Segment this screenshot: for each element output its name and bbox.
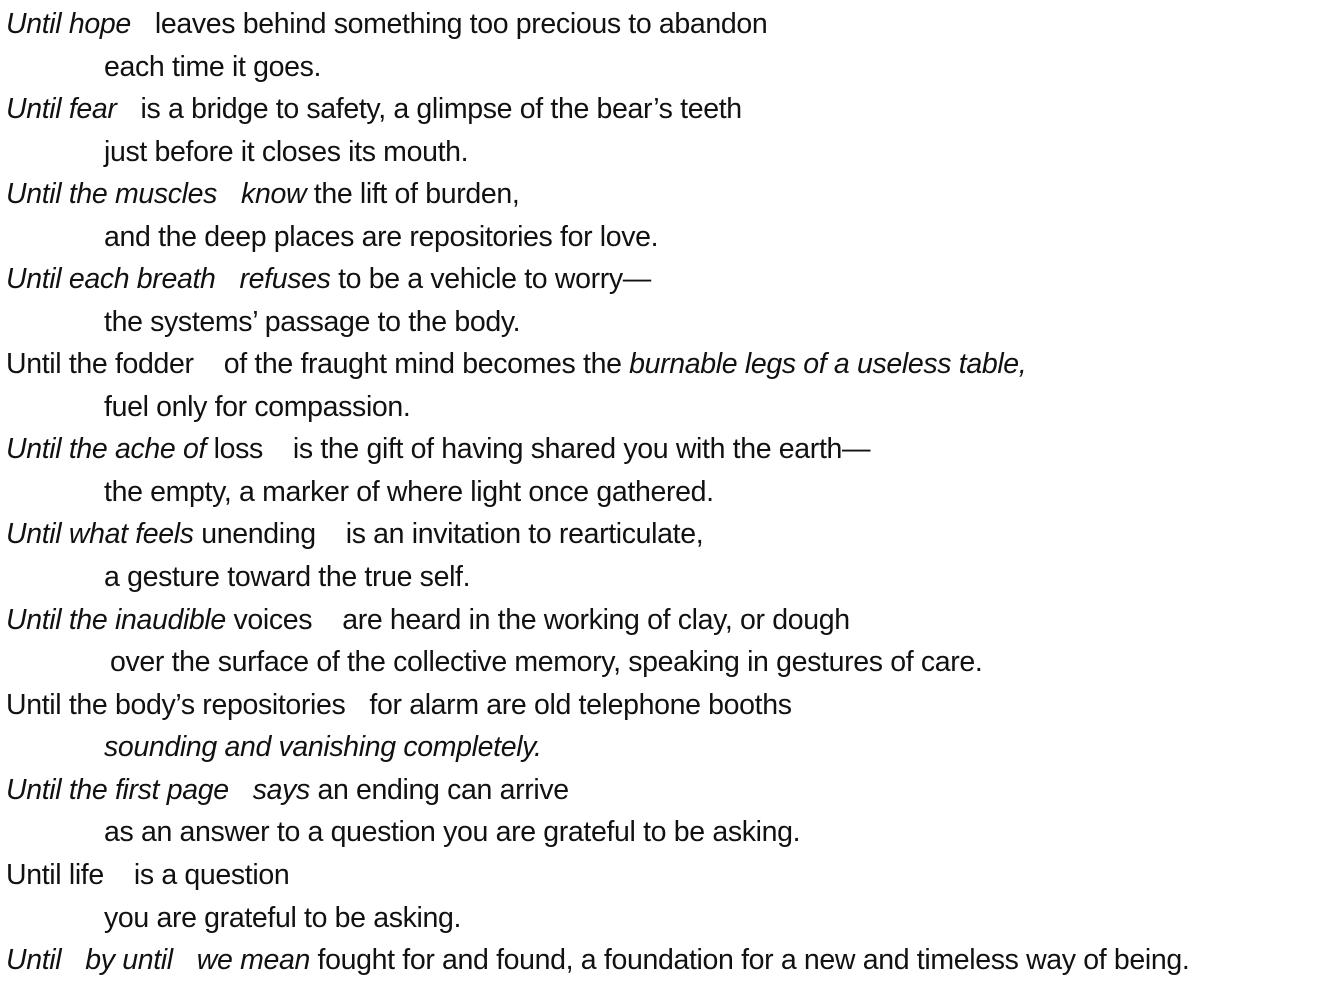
line-phrase: for alarm are old telephone booths: [369, 689, 792, 721]
poem-line: [6, 262, 651, 296]
poem-line: [6, 347, 1026, 381]
poem-line: [6, 177, 519, 211]
line-phrase: loss: [206, 433, 263, 465]
line-phrase: the systems’ passage to the body.: [104, 306, 521, 338]
poem-line: [104, 560, 470, 594]
line-phrase: Until the ache of: [6, 433, 207, 465]
poem-line: [104, 50, 321, 84]
line-phrase: the empty, a marker of where light once gathered.: [104, 476, 714, 508]
line-phrase: of the fraught mind becomes the: [223, 348, 630, 380]
line-phrase: Until life: [6, 859, 104, 891]
line-phrase: a gesture toward the true self.: [104, 561, 471, 593]
line-phrase: each time it goes.: [104, 51, 322, 83]
line-phrase: Until the fodder: [6, 348, 194, 380]
poem-line: [104, 305, 520, 339]
line-phrase: know: [241, 178, 307, 210]
line-phrase: is the gift of having shared you with the earth—: [292, 433, 871, 465]
line-phrase: are heard in the working of clay, or dough: [342, 604, 850, 636]
line-phrase: as an answer to a question you are grateful to be asking.: [104, 816, 801, 848]
line-phrase: just before it closes its mouth.: [104, 136, 469, 168]
poem-line: [6, 943, 1189, 977]
poem-line: [6, 603, 850, 637]
line-phrase: over the surface of the collective memory, speaking in gestures of care.: [110, 646, 983, 678]
line-phrase: Until the inaudible: [6, 604, 226, 636]
poem-line: [6, 773, 569, 807]
line-phrase: refuses: [239, 263, 331, 295]
line-phrase: is a bridge to safety, a glimpse of the bear’s teeth: [140, 93, 742, 125]
line-phrase: to be a vehicle to worry—: [330, 263, 651, 295]
line-phrase: sounding and vanishing completely.: [104, 731, 542, 763]
line-phrase: and the deep places are repositories for love.: [104, 221, 659, 253]
line-phrase: Until fear: [6, 93, 117, 125]
line-phrase: an ending can arrive: [309, 774, 569, 806]
line-phrase: is an invitation to rearticulate,: [345, 518, 704, 550]
line-phrase: fought for and found, a foundation for a new and timeless way of being.: [309, 944, 1190, 976]
poem-line: [6, 7, 767, 41]
poem-line: [104, 475, 714, 509]
poem-line: [104, 135, 468, 169]
poem-line: [104, 730, 542, 764]
line-phrase: voices: [225, 604, 313, 636]
line-phrase: burnable legs of a useless table,: [629, 348, 1027, 380]
poem-line: [6, 432, 870, 466]
line-phrase: we mean: [196, 944, 310, 976]
line-phrase: unending: [193, 518, 316, 550]
poem-line: [104, 901, 461, 935]
poem-line: [6, 517, 703, 551]
line-phrase: leaves behind something too precious to abandon: [154, 8, 768, 40]
poem-line: [104, 815, 800, 849]
line-phrase: is a question: [133, 859, 290, 891]
line-phrase: says: [252, 774, 310, 806]
line-phrase: fuel only for compassion.: [104, 391, 411, 423]
line-phrase: you are grateful to be asking.: [104, 902, 462, 934]
poem-line: [104, 220, 658, 254]
line-phrase: the lift of burden,: [306, 178, 520, 210]
line-phrase: Until the muscles: [6, 178, 218, 210]
line-phrase: Until the body’s repositories: [6, 689, 346, 721]
line-phrase: Until: [6, 944, 62, 976]
line-phrase: Until the first page: [6, 774, 229, 806]
line-phrase: Until what feels: [6, 518, 194, 550]
line-phrase: by until: [85, 944, 173, 976]
poem-line: [104, 390, 411, 424]
poem-line: [6, 92, 742, 126]
poem-line: [6, 688, 792, 722]
poem-line: [6, 858, 289, 892]
poem-line: [110, 645, 982, 679]
line-phrase: Until each breath: [6, 263, 216, 295]
line-phrase: Until hope: [6, 8, 131, 40]
